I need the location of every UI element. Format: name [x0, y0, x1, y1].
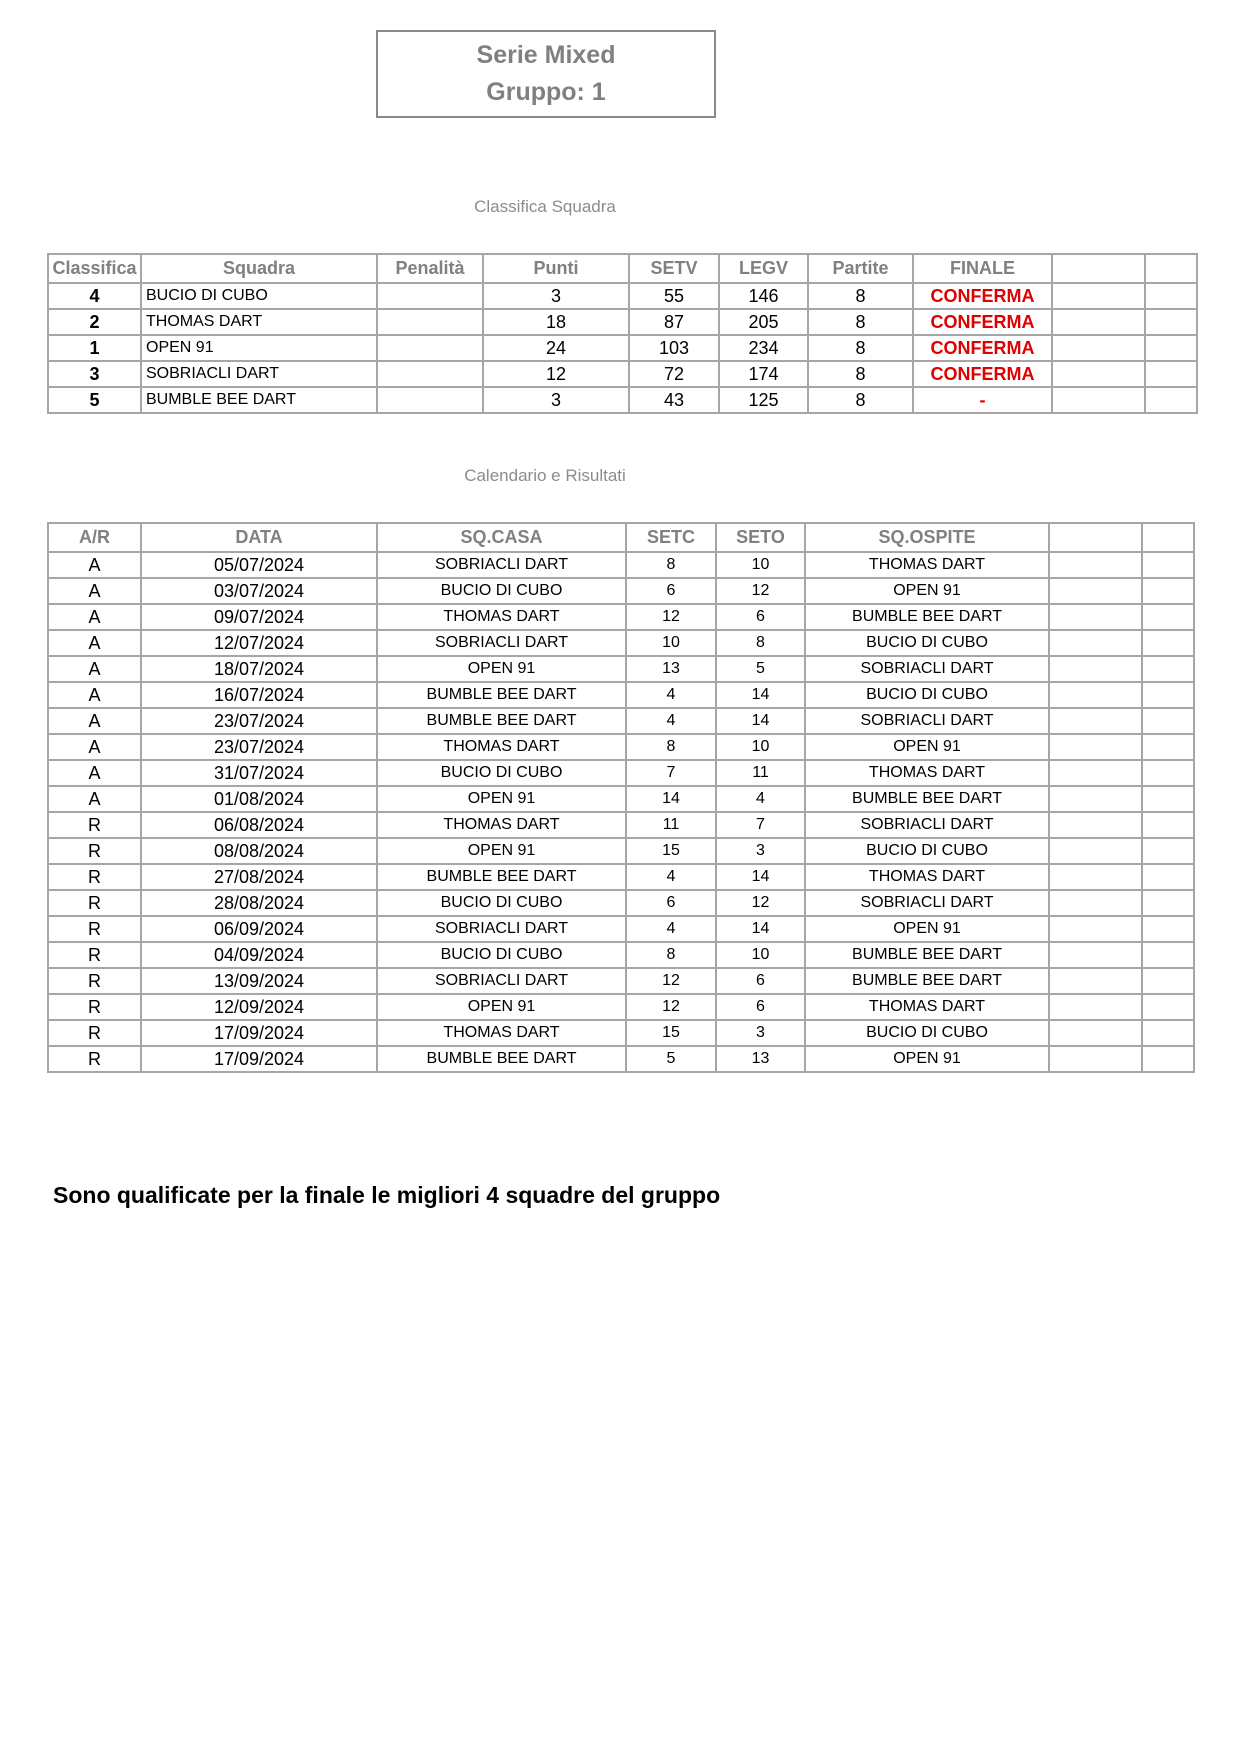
standing-setv: 103 [629, 335, 719, 361]
standing-legv: 205 [719, 309, 808, 335]
calendar-row [48, 734, 1194, 760]
match-away-team: BUMBLE BEE DART [805, 942, 1049, 968]
match-away-team: BUCIO DI CUBO [805, 1020, 1049, 1046]
match-empty-1 [1049, 786, 1142, 812]
match-home-team: SOBRIACLI DART [377, 916, 626, 942]
col-empty-1 [1052, 254, 1145, 283]
match-date: 17/09/2024 [141, 1020, 377, 1046]
match-leg: A [48, 708, 141, 734]
match-home-sets: 14 [626, 786, 716, 812]
match-date: 04/09/2024 [141, 942, 377, 968]
match-away-sets: 14 [716, 708, 805, 734]
standing-points: 3 [483, 283, 629, 309]
match-home-team: BUMBLE BEE DART [377, 864, 626, 890]
standings-row [48, 361, 1197, 387]
match-empty-2 [1142, 708, 1194, 734]
standing-legv: 234 [719, 335, 808, 361]
match-empty-1 [1049, 838, 1142, 864]
standing-final: CONFERMA [913, 309, 1052, 335]
match-home-team: SOBRIACLI DART [377, 968, 626, 994]
match-away-team: BUMBLE BEE DART [805, 968, 1049, 994]
match-home-team: OPEN 91 [377, 994, 626, 1020]
calendar-row [48, 708, 1194, 734]
match-date: 05/07/2024 [141, 552, 377, 578]
standing-setv: 55 [629, 283, 719, 309]
standing-empty-2 [1145, 387, 1197, 413]
match-home-sets: 15 [626, 838, 716, 864]
match-empty-1 [1049, 942, 1142, 968]
match-empty-2 [1142, 812, 1194, 838]
standing-team: THOMAS DART [141, 309, 377, 335]
match-home-team: THOMAS DART [377, 734, 626, 760]
match-home-sets: 7 [626, 760, 716, 786]
match-home-sets: 12 [626, 994, 716, 1020]
standing-empty-1 [1052, 309, 1145, 335]
col-partite: Partite [808, 254, 913, 283]
col-punti: Punti [483, 254, 629, 283]
match-empty-1 [1049, 578, 1142, 604]
match-leg: R [48, 968, 141, 994]
calendar-row [48, 994, 1194, 1020]
match-away-sets: 11 [716, 760, 805, 786]
match-home-team: THOMAS DART [377, 604, 626, 630]
match-away-team: BUMBLE BEE DART [805, 786, 1049, 812]
calendar-row [48, 812, 1194, 838]
match-home-sets: 11 [626, 812, 716, 838]
match-home-team: BUMBLE BEE DART [377, 1046, 626, 1072]
col-finale: FINALE [913, 254, 1052, 283]
match-home-team: SOBRIACLI DART [377, 552, 626, 578]
match-empty-2 [1142, 734, 1194, 760]
col-penalita: Penalità [377, 254, 483, 283]
match-away-team: BUCIO DI CUBO [805, 682, 1049, 708]
col-empty-4 [1142, 523, 1194, 552]
match-empty-2 [1142, 942, 1194, 968]
match-home-team: BUCIO DI CUBO [377, 760, 626, 786]
calendar-row [48, 552, 1194, 578]
match-leg: R [48, 916, 141, 942]
match-empty-1 [1049, 1020, 1142, 1046]
standing-empty-1 [1052, 283, 1145, 309]
standings-row [48, 283, 1197, 309]
match-empty-1 [1049, 916, 1142, 942]
match-date: 12/09/2024 [141, 994, 377, 1020]
match-date: 09/07/2024 [141, 604, 377, 630]
match-empty-1 [1049, 864, 1142, 890]
match-empty-2 [1142, 552, 1194, 578]
match-away-team: SOBRIACLI DART [805, 812, 1049, 838]
calendar-caption: Calendario e Risultati [464, 466, 626, 485]
match-away-team: OPEN 91 [805, 916, 1049, 942]
match-home-team: BUMBLE BEE DART [377, 708, 626, 734]
standing-team: BUCIO DI CUBO [141, 283, 377, 309]
match-empty-2 [1142, 630, 1194, 656]
standing-points: 12 [483, 361, 629, 387]
match-away-team: SOBRIACLI DART [805, 708, 1049, 734]
match-away-sets: 14 [716, 864, 805, 890]
match-away-sets: 6 [716, 968, 805, 994]
match-empty-1 [1049, 604, 1142, 630]
match-leg: R [48, 838, 141, 864]
match-away-sets: 3 [716, 838, 805, 864]
col-squadra: Squadra [141, 254, 377, 283]
match-leg: A [48, 734, 141, 760]
match-home-sets: 15 [626, 1020, 716, 1046]
match-home-sets: 4 [626, 708, 716, 734]
match-away-team: THOMAS DART [805, 552, 1049, 578]
match-date: 28/08/2024 [141, 890, 377, 916]
match-away-sets: 10 [716, 552, 805, 578]
match-leg: A [48, 786, 141, 812]
standing-matches: 8 [808, 309, 913, 335]
calendar-row [48, 968, 1194, 994]
standing-final: CONFERMA [913, 335, 1052, 361]
match-leg: A [48, 604, 141, 630]
col-sq-casa: SQ.CASA [377, 523, 626, 552]
standings-row [48, 387, 1197, 413]
match-empty-1 [1049, 760, 1142, 786]
match-leg: A [48, 630, 141, 656]
title-group: Gruppo: 1 [486, 78, 606, 106]
standings-table [47, 253, 1198, 414]
match-leg: A [48, 656, 141, 682]
match-home-sets: 13 [626, 656, 716, 682]
match-date: 08/08/2024 [141, 838, 377, 864]
match-home-team: OPEN 91 [377, 838, 626, 864]
standing-legv: 146 [719, 283, 808, 309]
match-away-team: OPEN 91 [805, 578, 1049, 604]
match-empty-2 [1142, 916, 1194, 942]
match-leg: A [48, 552, 141, 578]
standing-matches: 8 [808, 361, 913, 387]
match-empty-1 [1049, 630, 1142, 656]
match-empty-1 [1049, 682, 1142, 708]
match-leg: A [48, 578, 141, 604]
standing-empty-1 [1052, 387, 1145, 413]
standing-empty-1 [1052, 361, 1145, 387]
match-empty-1 [1049, 994, 1142, 1020]
standing-team: BUMBLE BEE DART [141, 387, 377, 413]
match-home-team: BUCIO DI CUBO [377, 578, 626, 604]
match-away-sets: 6 [716, 994, 805, 1020]
match-leg: R [48, 864, 141, 890]
col-classifica: Classifica [48, 254, 141, 283]
col-sq-ospite: SQ.OSPITE [805, 523, 1049, 552]
match-home-sets: 12 [626, 604, 716, 630]
col-data: DATA [141, 523, 377, 552]
standing-empty-2 [1145, 283, 1197, 309]
match-home-sets: 4 [626, 916, 716, 942]
match-home-sets: 6 [626, 890, 716, 916]
calendar-row [48, 682, 1194, 708]
match-away-sets: 12 [716, 578, 805, 604]
match-empty-2 [1142, 760, 1194, 786]
match-empty-1 [1049, 552, 1142, 578]
match-empty-2 [1142, 656, 1194, 682]
calendar-row [48, 578, 1194, 604]
match-empty-1 [1049, 812, 1142, 838]
match-leg: R [48, 1046, 141, 1072]
standing-matches: 8 [808, 335, 913, 361]
match-away-team: SOBRIACLI DART [805, 656, 1049, 682]
col-empty-2 [1145, 254, 1197, 283]
calendar-row [48, 864, 1194, 890]
standing-penalty [377, 309, 483, 335]
standing-position: 2 [48, 309, 141, 335]
standing-final: - [913, 387, 1052, 413]
match-empty-2 [1142, 1020, 1194, 1046]
calendar-row [48, 656, 1194, 682]
standings-row [48, 309, 1197, 335]
match-date: 18/07/2024 [141, 656, 377, 682]
calendar-row [48, 1046, 1194, 1072]
match-empty-2 [1142, 1046, 1194, 1072]
standing-empty-2 [1145, 335, 1197, 361]
standing-empty-2 [1145, 309, 1197, 335]
match-home-sets: 8 [626, 734, 716, 760]
match-empty-1 [1049, 890, 1142, 916]
match-date: 31/07/2024 [141, 760, 377, 786]
calendar-row [48, 890, 1194, 916]
match-away-team: THOMAS DART [805, 864, 1049, 890]
standing-final: CONFERMA [913, 361, 1052, 387]
match-empty-1 [1049, 734, 1142, 760]
standing-legv: 174 [719, 361, 808, 387]
match-home-sets: 8 [626, 552, 716, 578]
standing-penalty [377, 387, 483, 413]
standing-setv: 72 [629, 361, 719, 387]
title-box [376, 30, 716, 118]
match-empty-2 [1142, 838, 1194, 864]
match-away-sets: 7 [716, 812, 805, 838]
match-date: 23/07/2024 [141, 734, 377, 760]
match-date: 06/08/2024 [141, 812, 377, 838]
match-leg: R [48, 942, 141, 968]
match-away-sets: 5 [716, 656, 805, 682]
match-away-sets: 14 [716, 916, 805, 942]
match-away-sets: 4 [716, 786, 805, 812]
standing-matches: 8 [808, 283, 913, 309]
match-home-sets: 6 [626, 578, 716, 604]
match-away-team: SOBRIACLI DART [805, 890, 1049, 916]
match-away-team: BUCIO DI CUBO [805, 838, 1049, 864]
match-leg: R [48, 994, 141, 1020]
match-home-sets: 8 [626, 942, 716, 968]
calendar-row [48, 630, 1194, 656]
match-date: 01/08/2024 [141, 786, 377, 812]
match-home-sets: 12 [626, 968, 716, 994]
standing-setv: 43 [629, 387, 719, 413]
match-date: 16/07/2024 [141, 682, 377, 708]
standings-caption: Classifica Squadra [474, 197, 616, 216]
match-leg: A [48, 760, 141, 786]
standing-position: 5 [48, 387, 141, 413]
match-date: 03/07/2024 [141, 578, 377, 604]
title-series: Serie Mixed [476, 41, 616, 69]
standings-header-row [48, 254, 1197, 283]
match-away-sets: 10 [716, 942, 805, 968]
match-date: 23/07/2024 [141, 708, 377, 734]
match-home-team: BUCIO DI CUBO [377, 942, 626, 968]
standing-points: 3 [483, 387, 629, 413]
qualification-note: Sono qualificate per la finale le migliori 4 squadre del gruppo [53, 1182, 721, 1208]
match-home-sets: 4 [626, 864, 716, 890]
match-home-team: BUCIO DI CUBO [377, 890, 626, 916]
match-home-team: BUMBLE BEE DART [377, 682, 626, 708]
match-empty-2 [1142, 682, 1194, 708]
calendar-header-row [48, 523, 1194, 552]
match-home-sets: 4 [626, 682, 716, 708]
col-legv: LEGV [719, 254, 808, 283]
match-away-sets: 12 [716, 890, 805, 916]
calendar-row [48, 942, 1194, 968]
match-home-team: OPEN 91 [377, 786, 626, 812]
standing-matches: 8 [808, 387, 913, 413]
standing-points: 18 [483, 309, 629, 335]
col-seto: SETO [716, 523, 805, 552]
match-leg: R [48, 890, 141, 916]
calendar-row [48, 760, 1194, 786]
match-leg: R [48, 1020, 141, 1046]
match-date: 17/09/2024 [141, 1046, 377, 1072]
calendar-row [48, 838, 1194, 864]
match-date: 06/09/2024 [141, 916, 377, 942]
standing-team: SOBRIACLI DART [141, 361, 377, 387]
match-away-sets: 13 [716, 1046, 805, 1072]
match-empty-2 [1142, 864, 1194, 890]
match-away-team: OPEN 91 [805, 1046, 1049, 1072]
standing-setv: 87 [629, 309, 719, 335]
standing-position: 4 [48, 283, 141, 309]
standing-empty-1 [1052, 335, 1145, 361]
match-date: 12/07/2024 [141, 630, 377, 656]
col-setv: SETV [629, 254, 719, 283]
match-away-team: THOMAS DART [805, 994, 1049, 1020]
match-away-team: THOMAS DART [805, 760, 1049, 786]
col-empty-3 [1049, 523, 1142, 552]
match-empty-1 [1049, 968, 1142, 994]
match-home-team: THOMAS DART [377, 1020, 626, 1046]
match-away-sets: 8 [716, 630, 805, 656]
match-away-team: BUCIO DI CUBO [805, 630, 1049, 656]
match-away-sets: 6 [716, 604, 805, 630]
match-home-sets: 10 [626, 630, 716, 656]
standing-empty-2 [1145, 361, 1197, 387]
match-leg: R [48, 812, 141, 838]
standing-team: OPEN 91 [141, 335, 377, 361]
match-away-sets: 14 [716, 682, 805, 708]
calendar-row [48, 1020, 1194, 1046]
match-date: 27/08/2024 [141, 864, 377, 890]
standing-penalty [377, 361, 483, 387]
match-empty-2 [1142, 578, 1194, 604]
match-empty-1 [1049, 1046, 1142, 1072]
match-empty-2 [1142, 786, 1194, 812]
calendar-row [48, 604, 1194, 630]
col-ar: A/R [48, 523, 141, 552]
col-setc: SETC [626, 523, 716, 552]
match-date: 13/09/2024 [141, 968, 377, 994]
calendar-table [47, 522, 1195, 1073]
calendar-row [48, 786, 1194, 812]
standings-row [48, 335, 1197, 361]
standing-points: 24 [483, 335, 629, 361]
match-empty-2 [1142, 604, 1194, 630]
match-away-sets: 3 [716, 1020, 805, 1046]
match-home-team: THOMAS DART [377, 812, 626, 838]
standing-penalty [377, 335, 483, 361]
match-home-sets: 5 [626, 1046, 716, 1072]
standing-final: CONFERMA [913, 283, 1052, 309]
match-empty-2 [1142, 994, 1194, 1020]
calendar-row [48, 916, 1194, 942]
standing-position: 3 [48, 361, 141, 387]
standing-position: 1 [48, 335, 141, 361]
standing-penalty [377, 283, 483, 309]
match-away-team: OPEN 91 [805, 734, 1049, 760]
match-leg: A [48, 682, 141, 708]
match-away-sets: 10 [716, 734, 805, 760]
match-empty-1 [1049, 708, 1142, 734]
match-away-team: BUMBLE BEE DART [805, 604, 1049, 630]
match-empty-2 [1142, 968, 1194, 994]
match-home-team: OPEN 91 [377, 656, 626, 682]
match-empty-1 [1049, 656, 1142, 682]
match-empty-2 [1142, 890, 1194, 916]
match-home-team: SOBRIACLI DART [377, 630, 626, 656]
standing-legv: 125 [719, 387, 808, 413]
